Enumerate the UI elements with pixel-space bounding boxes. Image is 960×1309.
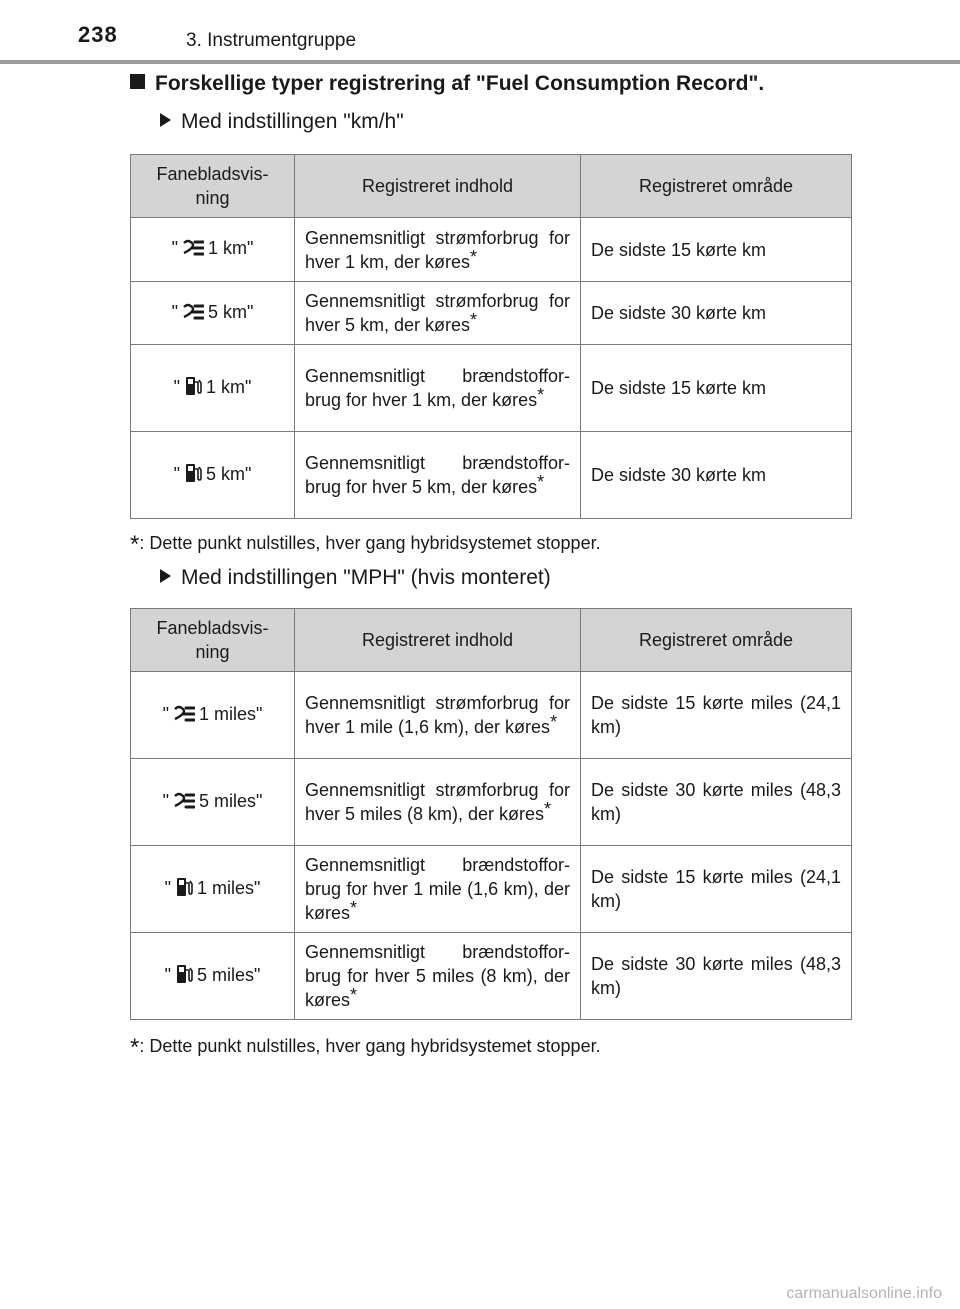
table-row [131,672,852,759]
display-label: 5 miles [198,790,256,811]
table-row [131,933,852,1020]
footnote-km-text: : Dette punkt nulstilles, hver gang hybridsystemet stopper. [139,533,601,553]
fuel-pump-icon [184,463,202,489]
footnote-ref: * [544,799,552,819]
header-rule [0,60,960,64]
footnote-ref: * [470,246,478,267]
ev-power-icon [173,705,195,729]
content-text: Gennemsnitligt strømforbrug for hver 1 mile (1,6 km), der køres [305,693,570,737]
subheading-mph [160,566,551,590]
display-cell: " 5 km" [131,282,295,345]
display-cell: " 1 km" [131,345,295,432]
range-cell: De sidste 15 kørte miles (24,1 km) [581,672,852,759]
footnote-km [130,528,601,556]
table-row [131,432,852,519]
triangle-bullet-icon [160,569,171,583]
display-label: 1 km [205,376,245,397]
fuel-pump-icon [175,964,193,990]
footnote-ref: * [550,712,558,732]
footnote-ref: * [470,310,478,330]
range-cell: De sidste 30 kørte miles (48,3 km) [581,933,852,1020]
footnote-ref: * [537,385,545,405]
display-cell: " 5 miles" [131,933,295,1020]
content-text: Gennemsnitligt strømforbrug for hver 1 km, der køres [305,227,570,272]
display-cell: " 1 km" [131,218,295,282]
column-header-range: Registreret område [581,155,852,218]
range-cell: De sidste 15 kørte km [581,345,852,432]
footnote-ref: * [537,472,545,492]
footnote-mph [130,1031,601,1059]
content-cell [295,345,581,432]
table-row [131,846,852,933]
km-table [130,154,852,519]
content-text: Gennemsnitligt brændstoffor-brug for hver 1 km, der køres [305,366,570,410]
display-cell: " 1 miles" [131,672,295,759]
footnote-asterisk: * [130,1034,140,1061]
content-text: Gennemsnitligt brændstoffor-brug for hver 1 mile (1,6 km), der køres [305,855,570,923]
subheading-km [160,110,404,134]
mph-table [130,608,852,1020]
table-row [131,282,852,345]
content-text: Gennemsnitligt strømforbrug for hver 5 km, der køres [305,291,570,335]
column-header-content: Registreret indhold [295,155,581,218]
table-row [131,345,852,432]
content-cell [295,846,581,933]
section-title-text: Forskellige typer registrering af "Fuel Consumption Record". [155,72,765,95]
footnote-asterisk: * [130,531,140,558]
table-header-row [131,609,852,672]
column-header-display: Fanebladsvis- ning [131,155,295,218]
content-cell [295,672,581,759]
watermark: carmanualsonline.info [786,1285,942,1302]
footnote-ref: * [350,898,358,918]
subheading-km-text: Med indstillingen "km/h" [181,110,404,133]
content-text: Gennemsnitligt brændstoffor-brug for hver 5 miles (8 km), der køres [305,942,570,1010]
chapter-title: 3. Instrumentgruppe [186,30,357,51]
table-row [131,759,852,846]
range-cell: De sidste 15 kørte miles (24,1 km) [581,846,852,933]
display-label: 1 miles [196,877,254,898]
range-cell: De sidste 15 kørte km [581,218,852,282]
section-title [130,72,764,96]
table-row [131,218,852,282]
content-cell [295,759,581,846]
display-label: 1 km [207,238,247,258]
display-label: 5 miles [196,964,254,985]
fuel-pump-icon [175,877,193,903]
content-cell [295,432,581,519]
footnote-ref: * [350,985,358,1005]
display-label: 1 miles [198,703,256,724]
column-header-display: Fanebladsvis- ning [131,609,295,672]
page-number: 238 [78,22,118,47]
column-header-content: Registreret indhold [295,609,581,672]
column-header-range: Registreret område [581,609,852,672]
square-bullet-icon [130,74,145,89]
range-cell: De sidste 30 kørte km [581,432,852,519]
display-cell: " 5 km" [131,432,295,519]
display-cell: " 1 miles" [131,846,295,933]
ev-power-icon [182,239,204,263]
ev-power-icon [173,792,195,816]
content-text: Gennemsnitligt strømforbrug for hver 5 miles (8 km), der køres [305,780,570,824]
content-cell [295,933,581,1020]
range-cell: De sidste 30 kørte miles (48,3 km) [581,759,852,846]
display-label: 5 km [205,463,245,484]
content-text: Gennemsnitligt brændstoffor-brug for hver 5 km, der køres [305,453,570,497]
subheading-mph-text: Med indstillingen "MPH" (hvis monteret) [181,566,551,589]
display-label: 5 km [207,301,247,322]
ev-power-icon [182,303,204,327]
table-header-row [131,155,852,218]
range-cell: De sidste 30 kørte km [581,282,852,345]
display-cell: " 5 miles" [131,759,295,846]
page-header [0,0,960,70]
content-cell [295,218,581,282]
triangle-bullet-icon [160,113,171,127]
content-cell [295,282,581,345]
fuel-pump-icon [184,376,202,402]
footnote-mph-text: : Dette punkt nulstilles, hver gang hybridsystemet stopper. [139,1036,601,1056]
